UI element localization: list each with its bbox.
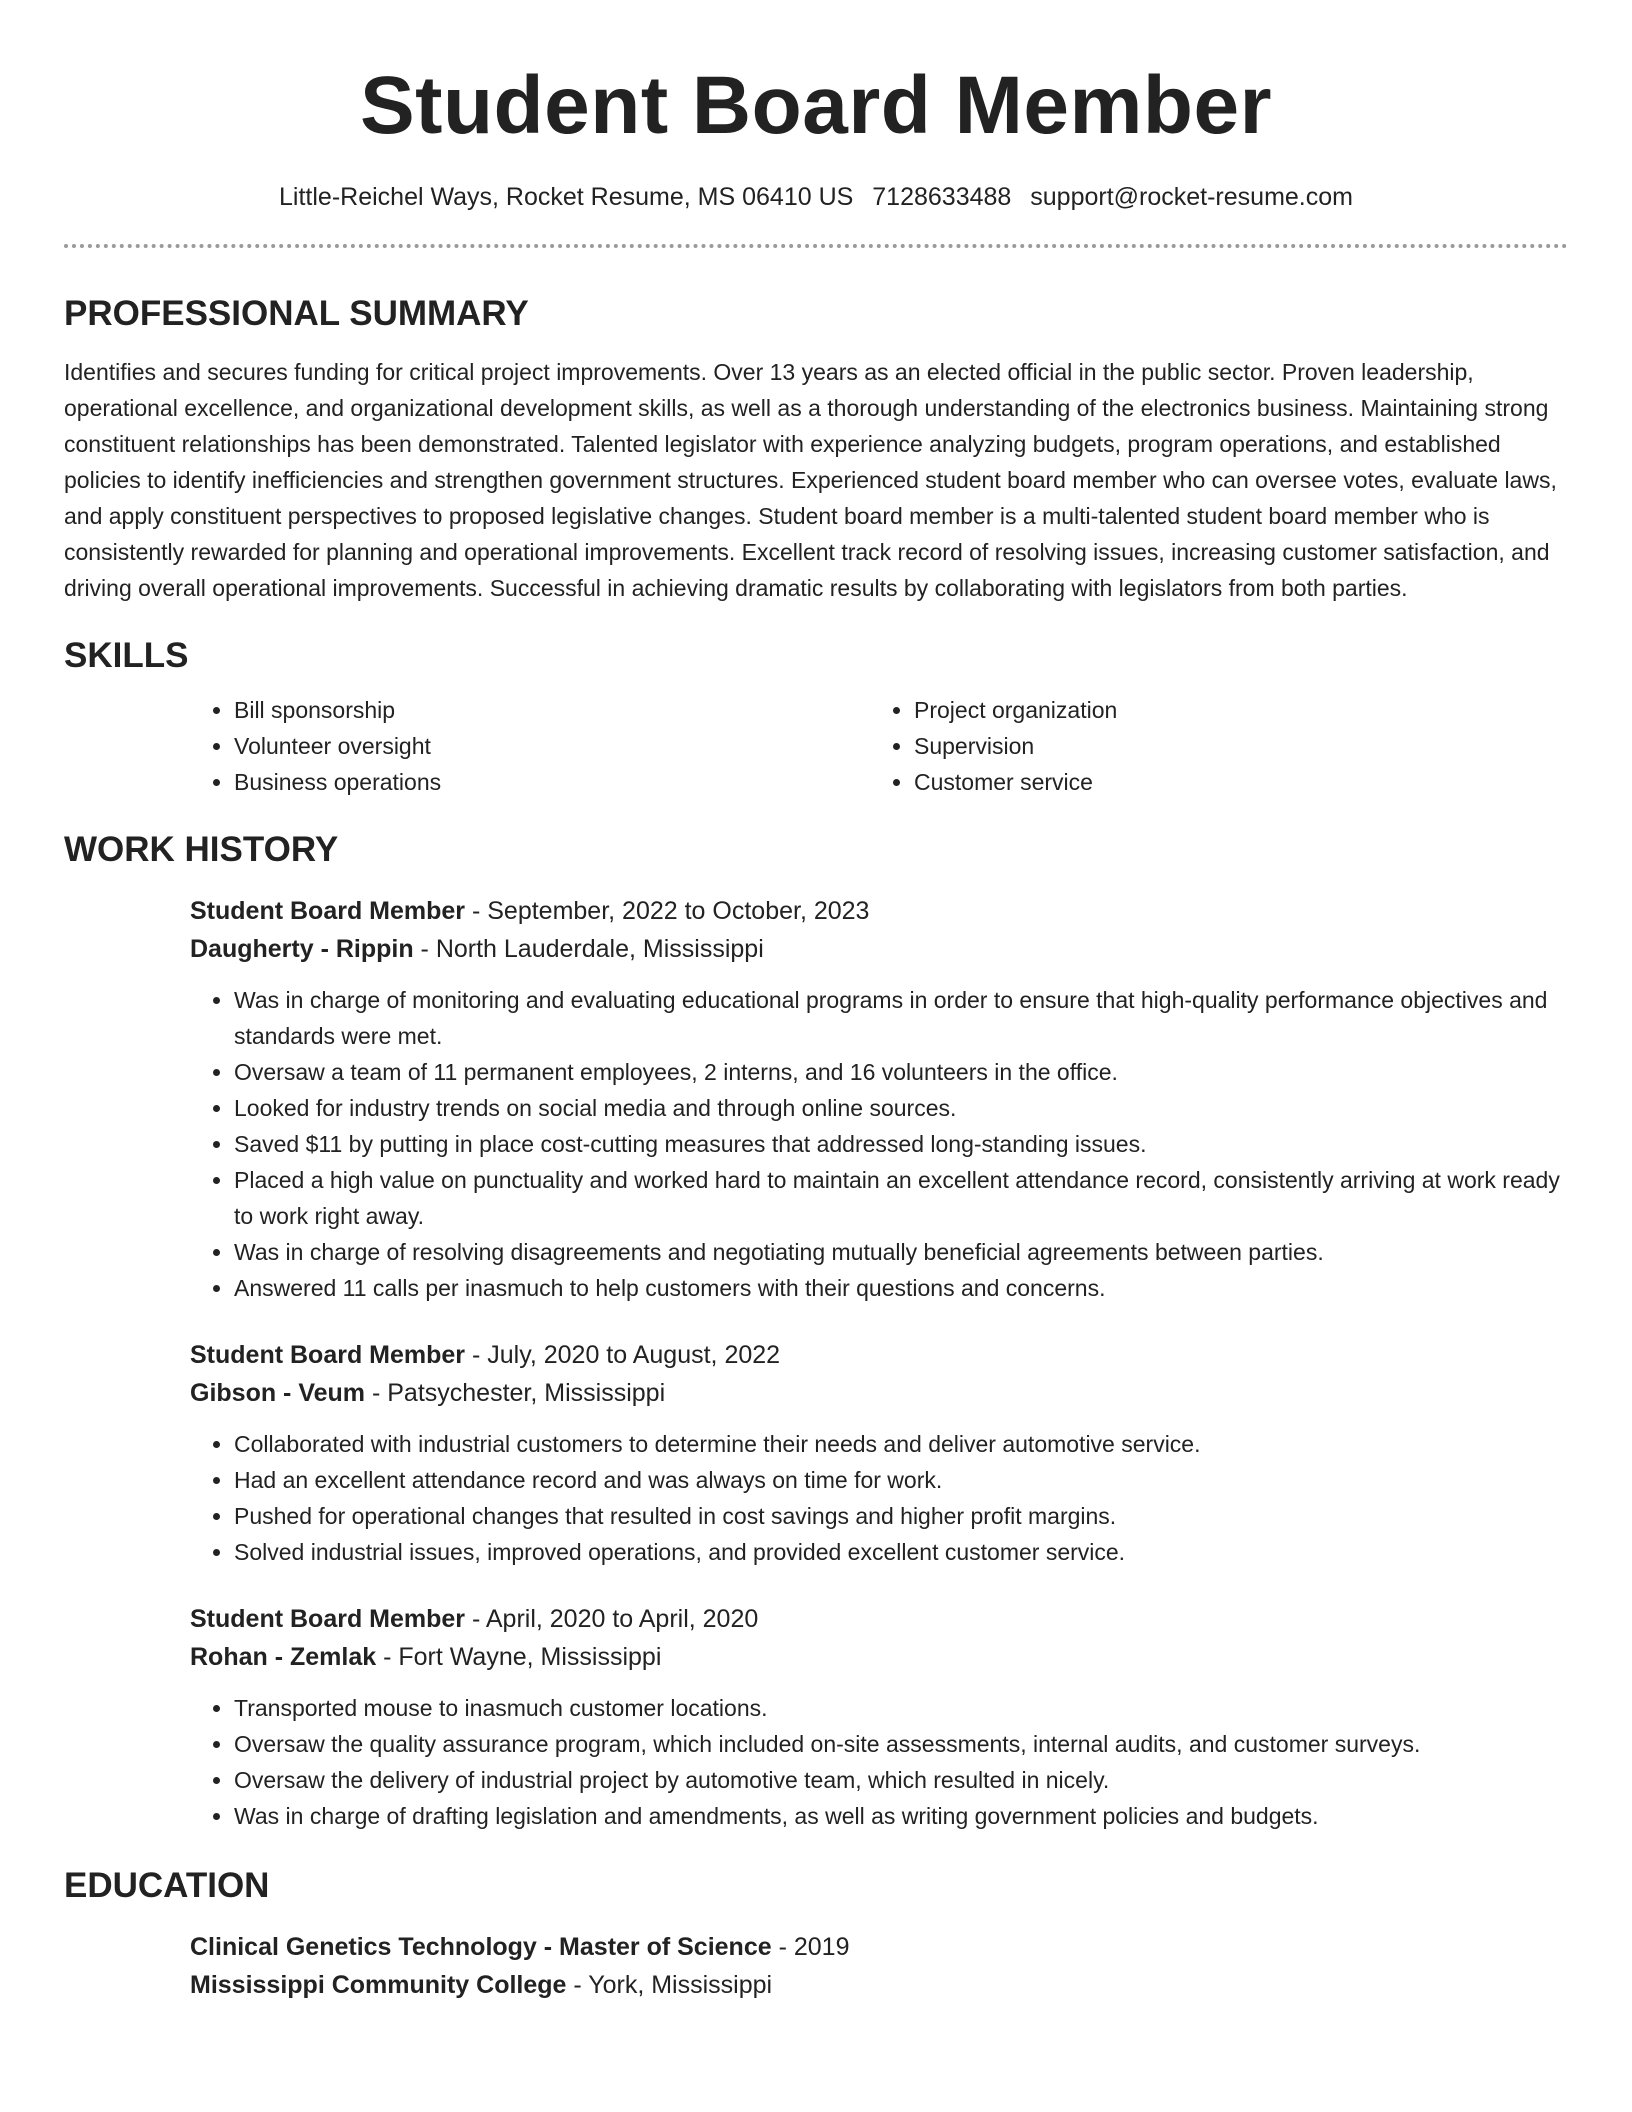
job-dates: - September, 2022 to October, 2023 [465,897,870,925]
job-company-line [190,1638,1568,1676]
skills-heading: SKILLS [64,636,189,675]
job-title-line [190,1336,1568,1374]
job-role: Student Board Member [190,1341,466,1369]
education-school-line [190,1966,1568,2004]
contact-address: Little-Reichel Ways, Rocket Resume, MS 06410 US [279,183,854,211]
education-section [64,1864,1568,2004]
summary-heading: PROFESSIONAL SUMMARY [64,294,529,333]
resume-page [64,0,1568,2004]
job-bullet: • Was in charge of drafting legislation and amendments, as well as writing government policies and budgets. [234,1798,1568,1834]
education-school: Mississippi Community College [190,1971,567,1999]
job-entry [190,1336,1568,1570]
education-entry [190,1928,1568,2004]
job-bullet: • Looked for industry trends on social media and through online sources. [234,1090,1568,1126]
skills-column-right [870,692,1550,800]
contact-line [64,180,1568,214]
job-company: Rohan - Zemlak [190,1643,377,1671]
work-heading: WORK HISTORY [64,830,339,869]
job-dates: - April, 2020 to April, 2020 [465,1605,759,1633]
skill-item: • Supervision [914,728,1550,764]
education-heading: EDUCATION [64,1866,270,1905]
job-bullet: • Saved $11 by putting in place cost-cutting measures that addressed long-standing issues. [234,1126,1568,1162]
job-location: - Fort Wayne, Mississippi [376,1643,662,1671]
job-bullet: • Had an excellent attendance record and was always on time for work. [234,1462,1568,1498]
contact-phone: 7128633488 [872,183,1012,211]
job-bullet: • Pushed for operational changes that resulted in cost savings and higher profit margins. [234,1498,1568,1534]
job-company-line [190,930,1568,968]
job-bullet: • Was in charge of monitoring and evaluating educational programs in order to ensure that high-quality performance objectives and standards were met. [234,982,1568,1054]
job-title-line [190,892,1568,930]
skill-item: • Volunteer oversight [234,728,870,764]
job-location: - North Lauderdale, Mississippi [413,935,764,963]
skill-item: • Business operations [234,764,870,800]
job-company: Gibson - Veum [190,1379,366,1407]
job-role: Student Board Member [190,1605,466,1633]
job-entry [190,1600,1568,1834]
job-role: Student Board Member [190,897,466,925]
skills-list [190,692,1568,800]
job-bullet: • Oversaw the quality assurance program, which included on-site assessments, internal audits, and customer surveys. [234,1726,1568,1762]
contact-email: support@rocket-resume.com [1030,183,1353,211]
job-bullet: • Solved industrial issues, improved operations, and provided excellent customer service. [234,1534,1568,1570]
summary-section [64,292,1568,606]
job-bullet: • Was in charge of resolving disagreements and negotiating mutually beneficial agreements between parties. [234,1234,1568,1270]
job-bullet: • Answered 11 calls per inasmuch to help customers with their questions and concerns. [234,1270,1568,1306]
job-bullets [190,1426,1568,1570]
job-bullet: • Transported mouse to inasmuch customer locations. [234,1690,1568,1726]
education-degree: Clinical Genetics Technology - Master of Science [190,1933,772,1961]
header-divider [64,244,1568,248]
job-bullet: • Oversaw a team of 11 permanent employees, 2 interns, and 16 volunteers in the office. [234,1054,1568,1090]
job-bullet: • Oversaw the delivery of industrial project by automotive team, which resulted in nicely. [234,1762,1568,1798]
job-dates: - July, 2020 to August, 2022 [465,1341,781,1369]
education-year: - 2019 [771,1933,850,1961]
education-degree-line [190,1928,1568,1966]
candidate-name: Student Board Member [359,60,1273,151]
job-bullets [190,982,1568,1306]
job-company: Daugherty - Rippin [190,935,414,963]
skill-item: • Project organization [914,692,1550,728]
skill-item: • Bill sponsorship [234,692,870,728]
education-location: - York, Mississippi [566,1971,773,1999]
job-location: - Patsychester, Mississippi [365,1379,666,1407]
job-entry [190,892,1568,1306]
skills-section [64,634,1568,800]
job-bullet: • Collaborated with industrial customers to determine their needs and deliver automotive service. [234,1426,1568,1462]
job-company-line [190,1374,1568,1412]
skills-column-left [190,692,870,800]
job-bullet: • Placed a high value on punctuality and worked hard to maintain an excellent attendance record, consistently arriving at work ready to work right away. [234,1162,1568,1234]
summary-text: Identifies and secures funding for critical project improvements. Over 13 years as an elected official in the public sector. Proven leadership, operational excellence, and organizational development skills, as well as a thorough understanding of the electronics business. Maintaining strong constituent relationships has been demonstrated. Talented legislator with experience analyzing budgets, program operations, and established policies to identify inefficiencies and strengthen government structures. Experienced student board member who can oversee votes, evaluate laws, and apply constituent perspectives to proposed legislative changes. Student board member is a multi-talented student board member who is consistently rewarded for planning and operational improvements. Excellent track record of resolving issues, increasing customer satisfaction, and driving overall operational improvements. Successful in achieving dramatic results by collaborating with legislators from both parties. [64,359,1557,601]
work-section [64,828,1568,1834]
job-title-line [190,1600,1568,1638]
skill-item: • Customer service [914,764,1550,800]
job-bullets [190,1690,1568,1834]
